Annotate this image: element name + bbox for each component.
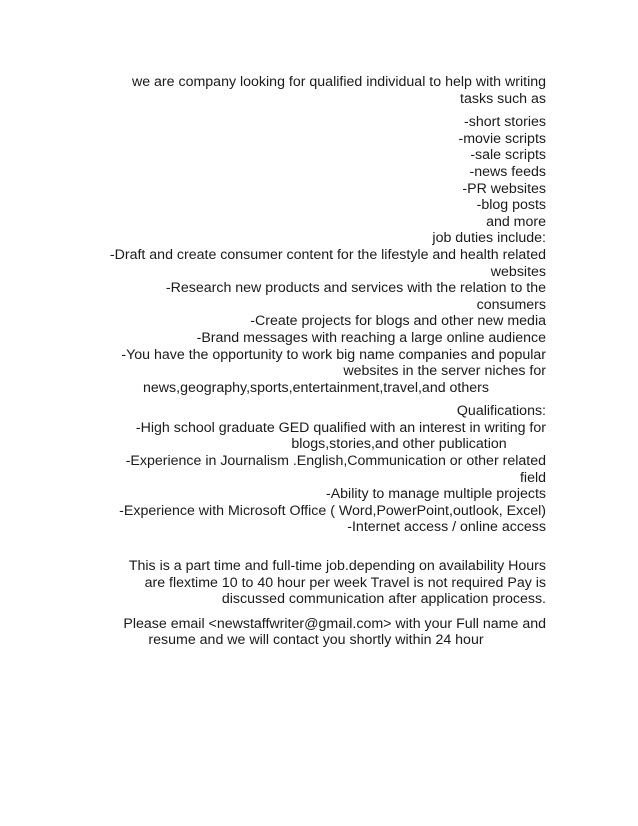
duties-heading: job duties include: (432, 230, 546, 247)
intro-line: tasks such as (460, 90, 546, 107)
schedule-line: are flextime 10 to 40 hour per week Travel is not required Pay is (144, 574, 546, 591)
schedule-line: discussed communication after application process. (221, 591, 546, 608)
qualification-line: -High school graduate GED qualified with an interest in writing for (135, 419, 546, 436)
duty-line: news,geography,sports,entertainment,travel,and others (143, 379, 489, 396)
intro-paragraph (86, 74, 546, 107)
task-item: -PR websites (462, 180, 546, 197)
duty-line: -Draft and create consumer content for the lifestyle and health related (109, 246, 546, 263)
contact-line: Please email <newstaffwriter@gmail.com> with your Full name and (123, 615, 546, 632)
qualifications-heading: Qualifications: (456, 403, 546, 420)
contact-line: resume and we will contact you shortly within 24 hour (148, 632, 484, 649)
qualification-line: -Experience in Journalism .English,Communication or other related (125, 453, 546, 470)
duty-line: -You have the opportunity to work big name companies and popular (121, 346, 546, 363)
task-item: -news feeds (469, 163, 546, 180)
qualification-line: -Internet access / online access (347, 519, 546, 536)
task-item: -movie scripts (458, 130, 546, 147)
duty-line: consumers (476, 296, 546, 313)
task-item: and more (486, 213, 546, 230)
task-item: -sale scripts (470, 147, 546, 164)
qualifications-section (86, 403, 546, 536)
schedule-line: This is a part time and full-time job.depending on availability Hours (128, 558, 546, 575)
duty-line: -Brand messages with reaching a large online audience (196, 329, 546, 346)
schedule-paragraph (86, 558, 546, 608)
duty-line: -Create projects for blogs and other new media (250, 313, 546, 330)
job-posting-text (86, 74, 546, 649)
qualification-line: -Experience with Microsoft Office ( Word,PowerPoint,outlook, Excel) (119, 502, 546, 519)
qualification-line: field (519, 469, 546, 486)
contact-paragraph (86, 616, 546, 649)
task-list (86, 114, 546, 230)
duty-line: websites (490, 263, 546, 280)
duty-line: websites in the server niches for (343, 363, 546, 380)
qualification-line: -Ability to manage multiple projects (325, 486, 546, 503)
task-item: -short stories (464, 114, 546, 131)
qualification-line: blogs,stories,and other publication (291, 436, 507, 453)
task-item: -blog posts (476, 197, 546, 214)
duty-line: -Research new products and services with the relation to the (165, 280, 546, 297)
duties-section (86, 230, 546, 396)
intro-line: we are company looking for qualified individual to help with writing (131, 74, 546, 90)
